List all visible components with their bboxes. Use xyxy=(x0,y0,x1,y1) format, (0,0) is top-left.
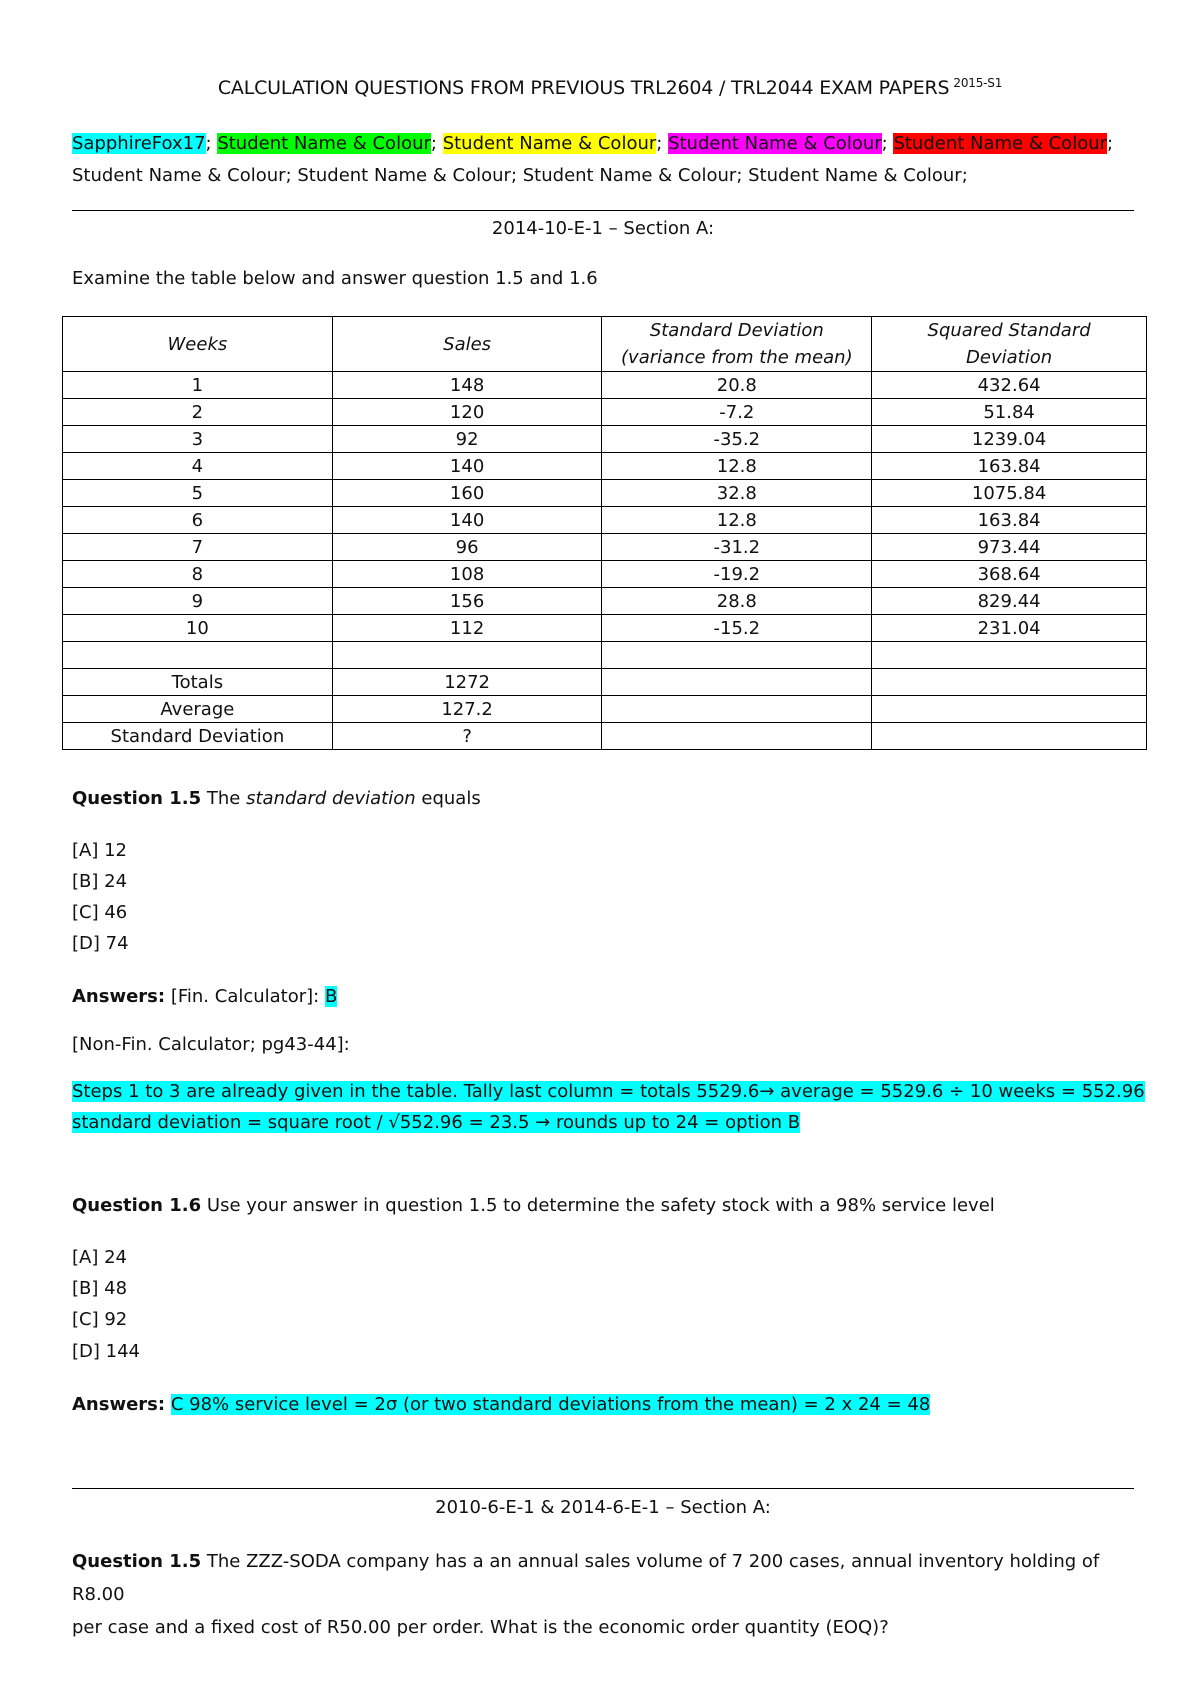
student-name: Student Name & Colour xyxy=(748,165,962,186)
student-name: Student Name & Colour xyxy=(217,133,431,154)
student-name: Student Name & Colour xyxy=(72,165,286,186)
table-cell: -15.2 xyxy=(602,615,872,642)
table-cell xyxy=(872,696,1147,723)
table-cell: 4 xyxy=(63,453,333,480)
table-cell: -35.2 xyxy=(602,426,872,453)
table-row xyxy=(63,480,1147,507)
table-cell: 156 xyxy=(332,588,602,615)
table-cell: 108 xyxy=(332,561,602,588)
answers-line xyxy=(72,1394,930,1415)
section-heading: 2014-10-E-1 – Section A: xyxy=(491,218,715,239)
table-cell: 5 xyxy=(63,480,333,507)
nonfin-text: [Non-Fin. Calculator; pg43-44]: xyxy=(72,1034,350,1055)
table-cell: Average xyxy=(63,696,333,723)
question-text: equals xyxy=(421,788,481,809)
column-header-text: Weeks xyxy=(167,333,228,355)
table-cell xyxy=(872,669,1147,696)
fin-calculator-text: [Fin. Calculator]: xyxy=(170,986,320,1007)
answer-text: C 98% service level = 2σ (or two standard deviations from the mean) = 2 x 24 = 48 xyxy=(170,1394,931,1415)
title-text: CALCULATION QUESTIONS FROM PREVIOUS TRL2604 / TRL2044 EXAM PAPERS xyxy=(217,77,950,99)
table-cell xyxy=(602,642,872,669)
table-cell: -7.2 xyxy=(602,399,872,426)
student-name: SapphireFox17 xyxy=(72,133,206,154)
student-name: Student Name & Colour xyxy=(442,133,657,154)
table-cell: 231.04 xyxy=(872,615,1147,642)
sales-table xyxy=(62,316,1147,750)
table-cell: 1272 xyxy=(332,669,602,696)
intro-text: Examine the table below and answer question 1.5 and 1.6 xyxy=(72,268,598,289)
table-cell: 9 xyxy=(63,588,333,615)
answers-label: Answers: xyxy=(72,1394,166,1415)
table-row xyxy=(63,507,1147,534)
table-cell: 96 xyxy=(332,534,602,561)
table-row xyxy=(63,453,1147,480)
table-cell: 28.8 xyxy=(602,588,872,615)
question-1-5 xyxy=(72,788,481,809)
question-text: per case and a fixed cost of R50.00 per order. What is the economic order quantity (EOQ)? xyxy=(72,1617,889,1638)
question-1-6 xyxy=(72,1195,995,1216)
student-name: Student Name & Colour xyxy=(893,133,1108,154)
table-cell: 12.8 xyxy=(602,453,872,480)
table-row xyxy=(63,372,1147,399)
option: [A] 24 xyxy=(72,1247,127,1268)
table-row xyxy=(63,642,1147,669)
table-cell: 127.2 xyxy=(332,696,602,723)
student-name: Student Name & Colour xyxy=(297,165,511,186)
table-row xyxy=(63,588,1147,615)
answers-line xyxy=(72,986,337,1007)
table-cell: 3 xyxy=(63,426,333,453)
table-cell xyxy=(602,723,872,750)
table-cell: 163.84 xyxy=(872,453,1147,480)
option: [B] 24 xyxy=(72,871,128,892)
column-header xyxy=(63,317,333,372)
table-header-row xyxy=(63,317,1147,372)
table-cell: 51.84 xyxy=(872,399,1147,426)
section-heading: 2010-6-E-1 & 2014-6-E-1 – Section A: xyxy=(435,1497,771,1518)
question-label: Question 1.5 xyxy=(72,1551,202,1572)
table-cell: 10 xyxy=(63,615,333,642)
student-name: Student Name & Colour xyxy=(668,133,882,154)
question-emphasis: standard deviation xyxy=(246,788,416,809)
table-row xyxy=(63,561,1147,588)
question-text: The ZZZ-SODA company has a an annual sales volume of 7 200 cases, annual inventory holding of R8.00 xyxy=(72,1551,1100,1605)
table-cell: 120 xyxy=(332,399,602,426)
table-row xyxy=(63,696,1147,723)
table-cell: 160 xyxy=(332,480,602,507)
option: [A] 12 xyxy=(72,840,127,861)
title-superscript: 2015-S1 xyxy=(953,76,1003,90)
table-cell xyxy=(872,723,1147,750)
table-cell: 1 xyxy=(63,372,333,399)
option: [C] 46 xyxy=(72,902,128,923)
fin-answer: B xyxy=(324,986,338,1007)
table-cell: 829.44 xyxy=(872,588,1147,615)
table-cell: 7 xyxy=(63,534,333,561)
column-header xyxy=(332,317,602,372)
table-cell: 148 xyxy=(332,372,602,399)
column-header xyxy=(602,317,872,372)
table-cell: 112 xyxy=(332,615,602,642)
table-cell: 12.8 xyxy=(602,507,872,534)
table-cell: 1239.04 xyxy=(872,426,1147,453)
table-row xyxy=(63,426,1147,453)
table-row xyxy=(63,669,1147,696)
table-body xyxy=(63,372,1147,750)
document-title xyxy=(72,76,1148,99)
question-label: Question 1.5 xyxy=(72,788,202,809)
question-1-5-eoq xyxy=(72,1545,1148,1644)
table-cell: ? xyxy=(332,723,602,750)
table-cell xyxy=(602,696,872,723)
table-row xyxy=(63,615,1147,642)
table-cell: 973.44 xyxy=(872,534,1147,561)
table-cell: 140 xyxy=(332,507,602,534)
student-names-list: SapphireFox17; Student Name & Colour; Student Name & Colour; Student Name & Colour; Student Name & Colour; Student Name & Colour; Student Name & Colour; Student Name & Colour; Student Name & Colour; xyxy=(72,133,1114,186)
question-text: Use your answer in question 1.5 to determine the safety stock with a 98% service level xyxy=(206,1195,995,1216)
column-header-text: Standard Deviation xyxy=(649,320,824,341)
option: [D] 144 xyxy=(72,1341,140,1362)
table-cell xyxy=(872,642,1147,669)
column-header xyxy=(872,317,1147,372)
table-cell xyxy=(332,642,602,669)
table-cell: 432.64 xyxy=(872,372,1147,399)
option: [D] 74 xyxy=(72,933,129,954)
answers-label: Answers: xyxy=(72,986,166,1007)
explanation-line-2: standard deviation = square root / √552.96 = 23.5 → rounds up to 24 = option B xyxy=(72,1112,801,1133)
table-cell: 92 xyxy=(332,426,602,453)
question-text: The xyxy=(206,788,241,809)
student-name: Student Name & Colour xyxy=(522,165,737,186)
option: [B] 48 xyxy=(72,1278,128,1299)
column-header-text: Squared Standard xyxy=(927,320,1091,341)
table-cell: -19.2 xyxy=(602,561,872,588)
table-cell xyxy=(63,642,333,669)
explanation xyxy=(72,1076,1148,1138)
table-cell: 6 xyxy=(63,507,333,534)
table-cell: 8 xyxy=(63,561,333,588)
column-header-text: Deviation xyxy=(966,347,1053,368)
explanation-line-1: Steps 1 to 3 are already given in the table. Tally last column = totals 5529.6→ average = 5529.6 ÷ 10 weeks = 552.96 xyxy=(72,1081,1145,1102)
table-row xyxy=(63,723,1147,750)
column-header-text: Sales xyxy=(443,333,492,355)
table-cell: 20.8 xyxy=(602,372,872,399)
table-cell: 368.64 xyxy=(872,561,1147,588)
table-cell: -31.2 xyxy=(602,534,872,561)
table-cell xyxy=(602,669,872,696)
table-row xyxy=(63,534,1147,561)
option: [C] 92 xyxy=(72,1309,128,1330)
table-cell: Totals xyxy=(63,669,333,696)
table-cell: Standard Deviation xyxy=(63,723,333,750)
table-row xyxy=(63,399,1147,426)
table-cell: 32.8 xyxy=(602,480,872,507)
table-cell: 163.84 xyxy=(872,507,1147,534)
table-cell: 140 xyxy=(332,453,602,480)
divider xyxy=(72,1488,1134,1489)
table-cell: 2 xyxy=(63,399,333,426)
question-label: Question 1.6 xyxy=(72,1195,202,1216)
column-header-text: (variance from the mean) xyxy=(621,347,853,368)
divider xyxy=(72,210,1134,211)
table-cell: 1075.84 xyxy=(872,480,1147,507)
